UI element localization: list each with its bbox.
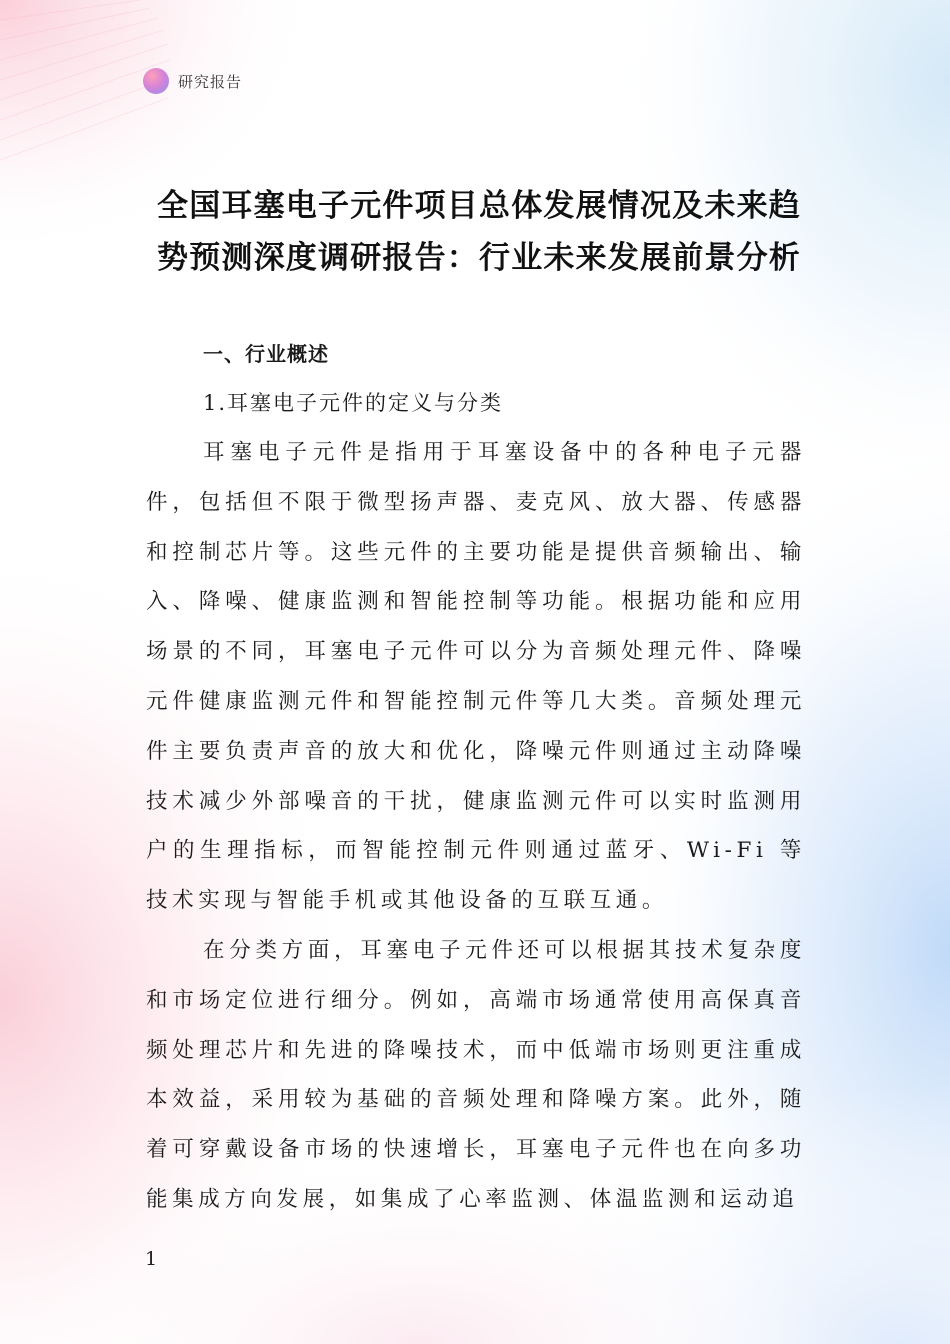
report-header (143, 66, 242, 96)
logo-icon (143, 68, 169, 94)
document-body (146, 330, 806, 1225)
section-heading: 一、行业概述 (203, 342, 329, 366)
header-label: 研究报告 (178, 72, 243, 91)
body-paragraph: 在分类方面，耳塞电子元件还可以根据其技术复杂度和市场定位进行细分。例如，高端市场通常使用高保真音频处理芯片和先进的降噪技术，而中低端市场则更注重成本效益，采用较为基础的音频处理和降噪方案。此外，随着可穿戴设备市场的快速增长，耳塞电子元件也在向多功能集成方向发展，如集成了心率监测、体温监测和运动追 (146, 937, 806, 1212)
subsection-heading: 1.耳塞电子元件的定义与分类 (203, 391, 504, 415)
page-number: 1 (145, 1248, 158, 1270)
body-paragraph: 耳塞电子元件是指用于耳塞设备中的各种电子元器件，包括但不限于微型扬声器、麦克风、放大器、传感器和控制芯片等。这些元件的主要功能是提供音频输出、输入、降噪、健康监测和智能控制等功能。根据功能和应用场景的不同，耳塞电子元件可以分为音频处理元件、降噪元件健康监测元件和智能控制元件等几大类。音频处理元件主要负责声音的放大和优化，降噪元件则通过主动降噪技术减少外部噪音的干扰，健康监测元件可以实时监测用户的生理指标，而智能控制元件则通过蓝牙、Wi-Fi 等技术实现与智能手机或其他设备的互联互通。 (146, 440, 806, 914)
document-title: 全国耳塞电子元件项目总体发展情况及未来趋势预测深度调研报告：行业未来发展前景分析 (157, 188, 801, 276)
